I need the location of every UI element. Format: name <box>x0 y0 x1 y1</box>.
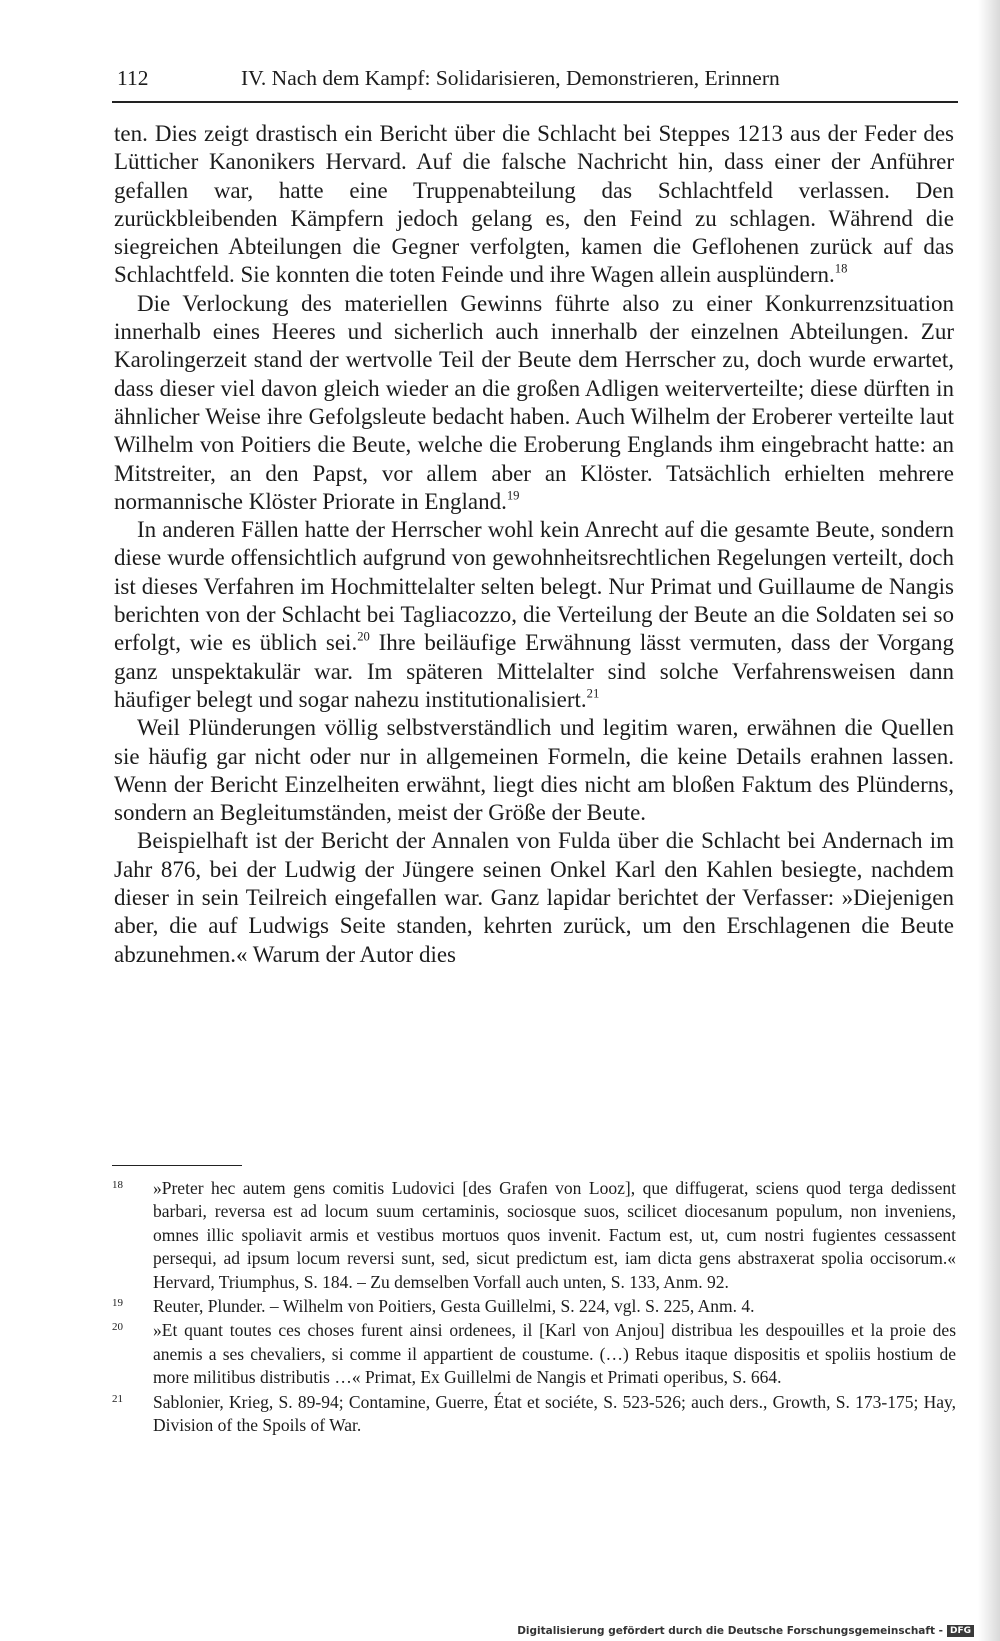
paragraph-text: Die Verlockung des materiellen Gewinns führte also zu einer Konkurrenzsituation innerhalb eines Heeres und sicherlich auch innerhalb der einzelnen Abteilungen. Zur Karolingerzeit stand der wertvolle Teil der Beute dem Herrscher zu, doch wurde erwartet, dass dieser viel davon gleich wieder an die großen Adligen weiterverteilte; diese dürften in ähnlicher Weise ihre Gefolgsleute bedacht haben. Auch Wilhelm der Eroberer verteilte laut Wilhelm von Poitiers die Beute, welche die Eroberung Englands ihm eingebracht hatte: an Mitstreiter, an den Papst, vor allem aber an Klöster. Tatsächlich erhielten mehrere normannische Klöster Priorate in England. <box>114 290 954 514</box>
footnote-text: »Preter hec autem gens comitis Ludovici [des Grafen von Looz], que diffugerat, sciens quod terga dedissent barbari, reversa est ad locum suum certaminis, sociosque suos, scilicet diocesanum populum, non inveniens, omnes illic spoliavit armis et vestibus mortuos quos invenit. Factum est, ut, cum nostri fugientes cessassent persequi, ad ipsum locum reversi sunt, sed, sicut predictum est, iam dicta gens abstraxerat spolia occisorum.« Hervard, Triumphus, S. 184. – Zu demselben Vorfall auch unten, S. 133, Anm. 92. <box>153 1178 956 1292</box>
running-head <box>117 62 957 94</box>
footnote-rule <box>112 1165 242 1166</box>
footnote-ref-20: 20 <box>357 629 370 644</box>
page-edge-shadow <box>978 0 1000 1641</box>
footnote-number: 18 <box>112 1179 123 1191</box>
header-rule <box>112 101 958 103</box>
footnote-20 <box>112 1319 956 1389</box>
paragraph-text: Beispielhaft ist der Bericht der Annalen von Fulda über die Schlacht bei Andernach im Jahr 876, bei der Ludwig der Jüngere seinen Onkel Karl den Kahlen besiegte, nachdem dieser in sein Teilreich eingefallen war. Ganz lapidar berichtet der Verfasser: »Diejenigen aber, die auf Ludwigs Seite standen, kehrten zurück, um den Erschlagenen die Beute abzunehmen.« Warum der Autor dies <box>114 828 954 967</box>
paragraph-5 <box>114 827 954 968</box>
footnote-19 <box>112 1295 956 1318</box>
paragraph-3 <box>114 516 954 714</box>
digitization-credit <box>517 1624 974 1638</box>
footnote-number: 21 <box>112 1392 123 1405</box>
body-text <box>114 120 954 969</box>
footnote-text: Sablonier, Krieg, S. 89-94; Contamine, Guerre, État et sociéte, S. 523-526; auch ders., Growth, S. 173-175; Hay, Division of the Spoils of War. <box>153 1391 956 1436</box>
running-title: IV. Nach dem Kampf: Solidarisieren, Demonstrieren, Erinnern <box>241 66 780 90</box>
paragraph-text: In anderen Fällen hatte der Herrscher wohl kein Anrecht auf die gesamte Beute, sondern diese wurde offensichtlich aufgrund von gewohnheitsrechtlichen Regelungen verteilt, doch ist dieses Verfahren im Hochmittelalter selten belegt. Nur Primat und Guillaume de Nangis berichten von der Schlacht bei Tagliacozzo, die Verteilung der Beute an die Soldaten sei so erfolgt, wie es üblich sei. <box>114 517 954 656</box>
footnote-text: Reuter, Plunder. – Wilhelm von Poitiers, Gesta Guillelmi, S. 224, vgl. S. 225, Anm. 4. <box>153 1296 755 1317</box>
paragraph-4 <box>114 714 954 827</box>
dfg-logo: DFG <box>947 1625 974 1637</box>
footnote-18 <box>112 1177 956 1294</box>
paragraph-text: Weil Plünderungen völlig selbstverständlich und legitim waren, erwähnen die Quellen sie häufig gar nicht oder nur in allgemeinen Formeln, die keine Details erahnen lassen. Wenn der Bericht Einzelheiten erwähnt, liegt dies nicht am bloßen Faktum des Plünderns, sondern an Begleitumständen, meist der Größe der Beute. <box>114 715 954 826</box>
footnote-number: 19 <box>112 1297 123 1310</box>
paragraph-2 <box>114 290 954 516</box>
paragraph-text: Ihre beiläufige Erwähnung lässt vermuten, dass der Vorgang ganz unspektakulär war. Im späteren Mittelalter sind solche Verfahrensweisen dann häufiger belegt und sogar nahezu institutionalisiert. <box>114 630 954 712</box>
paragraph-1 <box>114 120 954 290</box>
paragraph-text: ten. Dies zeigt drastisch ein Bericht über die Schlacht bei Steppes 1213 aus der Feder des Lütticher Kanonikers Hervard. Auf die falsche Nachricht hin, dass einer der Anführer gefallen war, hatte eine Truppenabteilung das Schlachtfeld verlassen. Den zurückbleibenden Kämpfern jedoch gelang es, den Feind zu schlagen. Während die siegreichen Abteilungen die Gegner verfolgten, kamen die Geflohenen zurück auf das Schlachtfeld. Sie konnten die toten Feinde und ihre Wagen allein ausplündern. <box>114 121 954 288</box>
footnote-ref-18: 18 <box>834 262 848 276</box>
footnote-text: »Et quant toutes ces choses furent ainsi ordenees, il [Karl von Anjou] distribua les despouilles et la proie des anemis a ses chevaliers, si comme il appartient de coustume. (…) Rebus itaque dispositis et spoliis hostium de more militibus distributis …« Primat, Ex Guillelmi de Nangis et Primati operibus, S. 664. <box>153 1320 956 1388</box>
footnote-ref-19: 19 <box>506 488 520 503</box>
footnotes <box>112 1177 956 1438</box>
footnote-number: 20 <box>112 1321 123 1334</box>
footnote-ref-21: 21 <box>586 686 600 701</box>
footnote-21 <box>112 1391 956 1438</box>
page-number: 112 <box>117 66 149 90</box>
credit-text: Digitalisierung gefördert durch die Deutsche Forschungsgemeinschaft - <box>517 1625 943 1637</box>
